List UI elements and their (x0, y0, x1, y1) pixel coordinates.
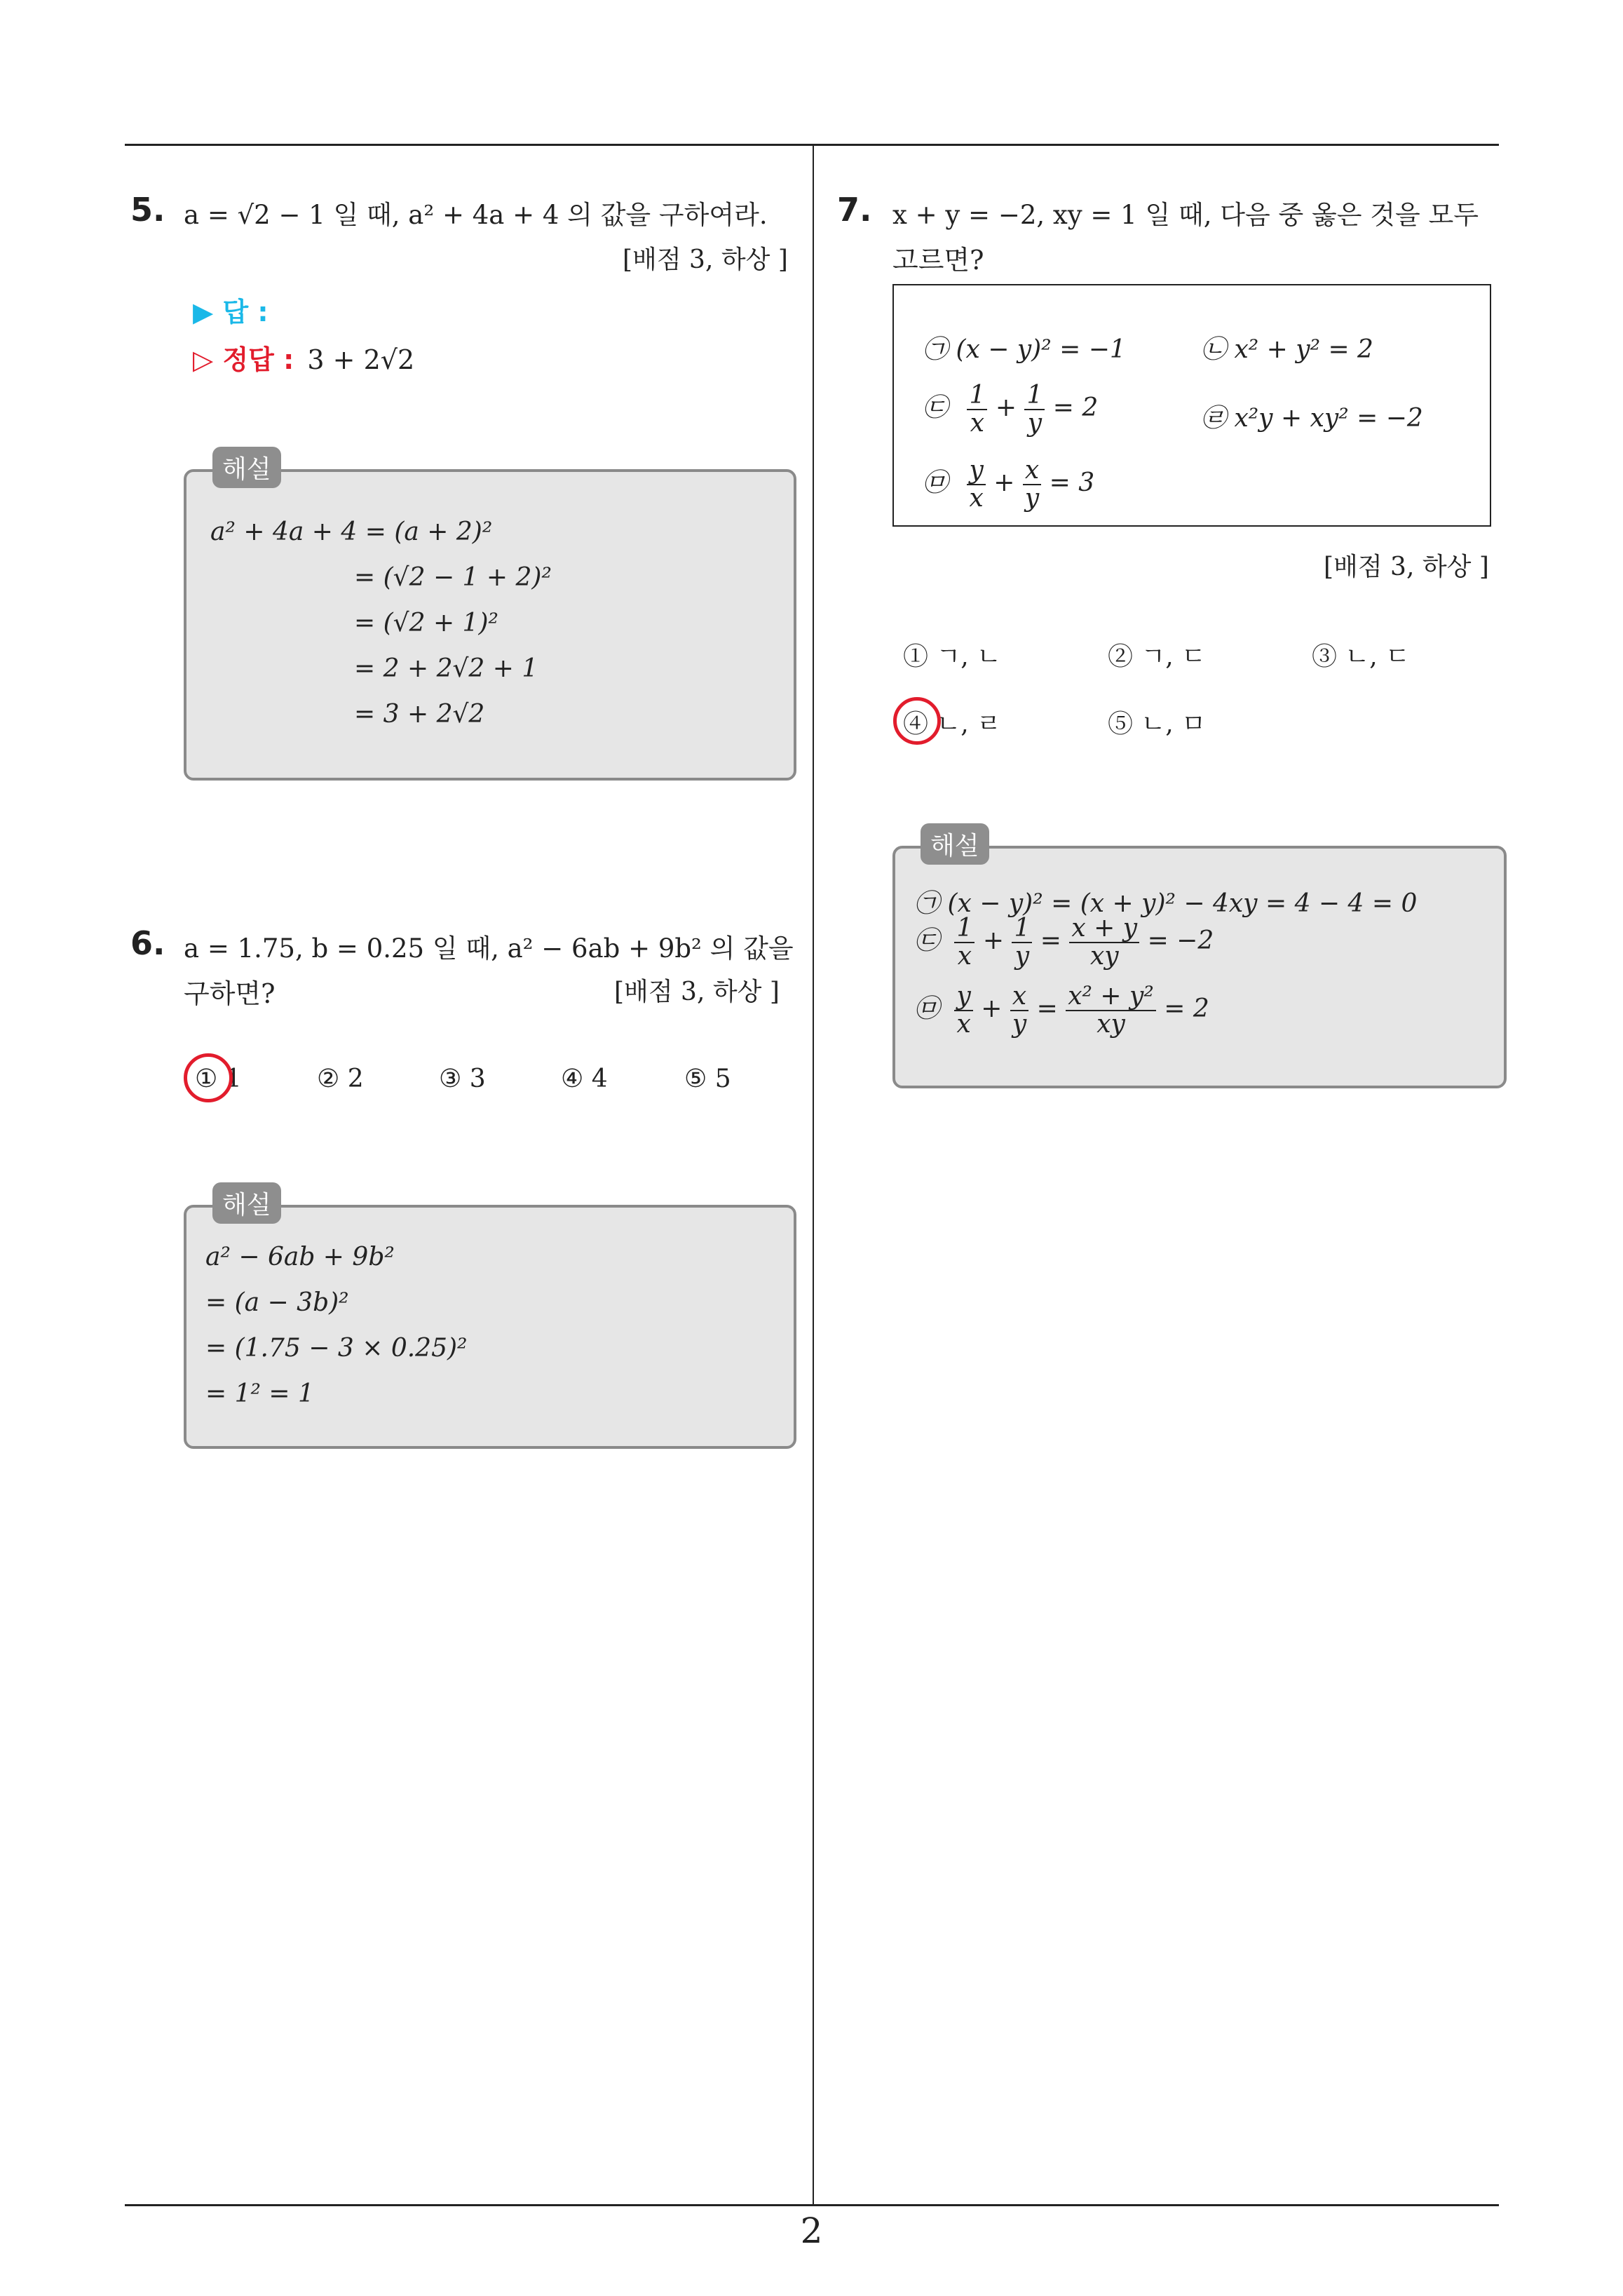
frac-numerator: y (967, 457, 985, 485)
frac-denominator: xy (1096, 1009, 1125, 1039)
frac-denominator: y (1012, 1009, 1027, 1039)
frac-denominator: y (1024, 483, 1040, 513)
q7-option-3[interactable]: ③ ㄴ, ㄷ (1312, 642, 1410, 671)
frac-denominator: x (969, 483, 984, 513)
frac-numerator: y (954, 983, 972, 1011)
q6-solution-line: = 1² = 1 (205, 1379, 314, 1408)
q6-solution-line: a² − 6ab + 9b² (205, 1243, 395, 1271)
q7-solution-line: ㉢ $\frac{1}{x}$ + $\frac{1}{y}$ = $\frac{x + y}{xy}$ = −2 (914, 914, 1214, 971)
frac-denominator: x (956, 1009, 971, 1039)
q6-solution-line: = (1.75 − 3 × 0.25)² (205, 1334, 468, 1363)
q6-solution-line: = (a − 3b)² (205, 1288, 349, 1317)
q7-option-1[interactable]: ① ㄱ, ㄴ (903, 642, 1001, 671)
q6-score: [배점 3, 하상 ] (614, 978, 780, 1006)
q6-option-1[interactable]: ① 1 (195, 1065, 242, 1093)
frac-numerator: 1 (1012, 915, 1032, 943)
q7-item-d: ㉣ x²y + xy² = −2 (1201, 404, 1423, 433)
frac-denominator: x (957, 941, 972, 971)
q7-item-b: ㉡ x² + y² = 2 (1201, 335, 1373, 364)
q7-score: [배점 3, 하상 ] (1324, 553, 1489, 581)
q7-sol2-rest: = −2 (1147, 926, 1214, 955)
q6-option-4[interactable]: ④ 4 (561, 1065, 608, 1093)
q7-item-c-rest: = 2 (1052, 393, 1099, 422)
q6-solution-box (184, 1205, 796, 1449)
q7-item-a: ㉠ (x − y)² = −1 (923, 335, 1126, 364)
q5-solution-tag: 해설 (212, 447, 281, 488)
q7-text-line2: 고르면? (892, 245, 984, 276)
q5-answer-label: ▶ 답 : (193, 297, 269, 327)
q7-number: 7. (837, 191, 872, 229)
q5-correct (193, 338, 414, 377)
frac-denominator: y (1014, 941, 1030, 971)
bottom-rule (125, 2204, 1499, 2206)
q7-option-2[interactable]: ② ㄱ, ㄷ (1108, 642, 1206, 671)
q5-solution-line: = (√2 + 1)² (354, 609, 498, 637)
top-rule (125, 144, 1499, 146)
q5-solution-line: = (√2 − 1 + 2)² (354, 563, 552, 592)
q5-correct-label: ▷ 정답 : (193, 344, 294, 375)
q7-solution-tag: 해설 (921, 823, 989, 865)
frac-numerator: x (1010, 983, 1028, 1011)
q7-text-line1: x + y = −2, xy = 1 일 때, 다음 중 옳은 것을 모두 (892, 200, 1479, 230)
q7-item-e: ㉤ $\frac{y}{x}$ + $\frac{x}{y}$ = 3 (923, 456, 1095, 513)
q7-selected-marker (893, 697, 941, 745)
frac-numerator: 1 (1024, 382, 1045, 410)
frac-denominator: xy (1089, 941, 1119, 971)
q6-option-5[interactable]: ⑤ 5 (684, 1065, 731, 1093)
q7-item-e-rest: = 3 (1049, 468, 1095, 497)
q7-sol2-mark: ㉢ (914, 926, 940, 955)
q6-text-line1: a = 1.75, b = 0.25 일 때, a² − 6ab + 9b² 의 값을 (184, 933, 794, 964)
q7-item-c: ㉢ $\frac{1}{x}$ + $\frac{1}{y}$ = 2 (923, 381, 1099, 438)
q7-option-5[interactable]: ⑤ ㄴ, ㅁ (1108, 710, 1206, 738)
frac-denominator: y (1027, 408, 1043, 438)
frac-numerator: 1 (967, 382, 987, 410)
q6-option-2[interactable]: ② 2 (317, 1065, 364, 1093)
q5-score: [배점 3, 하상 ] (623, 245, 788, 274)
frac-numerator: 1 (954, 915, 975, 943)
q7-sol3-mark: ㉤ (914, 994, 940, 1023)
q5-correct-value: 3 + 2√2 (307, 344, 415, 375)
q5-number: 5. (130, 191, 165, 229)
column-divider (813, 145, 814, 2206)
q5-solution-line: = 2 + 2√2 + 1 (354, 654, 538, 683)
page-number: 2 (800, 2210, 823, 2251)
q7-solution-line: ㉤ $\frac{y}{x}$ + $\frac{x}{y}$ = $\frac{\text{x² + y²}}{xy}$ = 2 (914, 982, 1209, 1039)
q5-solution-line: = 3 + 2√2 (354, 700, 485, 729)
q7-sol3-rest: = 2 (1164, 994, 1209, 1023)
q6-selected-marker (184, 1053, 233, 1102)
q6-number: 6. (130, 924, 165, 962)
q7-option-4[interactable]: ④ ㄴ, ㄹ (903, 710, 1001, 738)
q5-solution-line: a² + 4a + 4 = (a + 2)² (210, 518, 493, 546)
q7-solution-line: ㉠ (x − y)² = (x + y)² − 4xy = 4 − 4 = 0 (914, 889, 1418, 918)
frac-denominator: x (970, 408, 985, 438)
q6-option-3[interactable]: ③ 3 (439, 1065, 486, 1093)
frac-numerator: x + y (1069, 915, 1139, 943)
frac-numerator: x² + y² (1066, 983, 1156, 1011)
frac-numerator: x (1023, 457, 1041, 485)
q7-item-e-mark: ㉤ (923, 468, 949, 497)
q7-item-c-mark: ㉢ (923, 393, 949, 422)
q6-text-line2: 구하면? (184, 978, 276, 1009)
q6-solution-tag: 해설 (212, 1182, 281, 1224)
q5-text: a = √2 − 1 일 때, a² + 4a + 4 의 값을 구하여라. (184, 200, 768, 230)
